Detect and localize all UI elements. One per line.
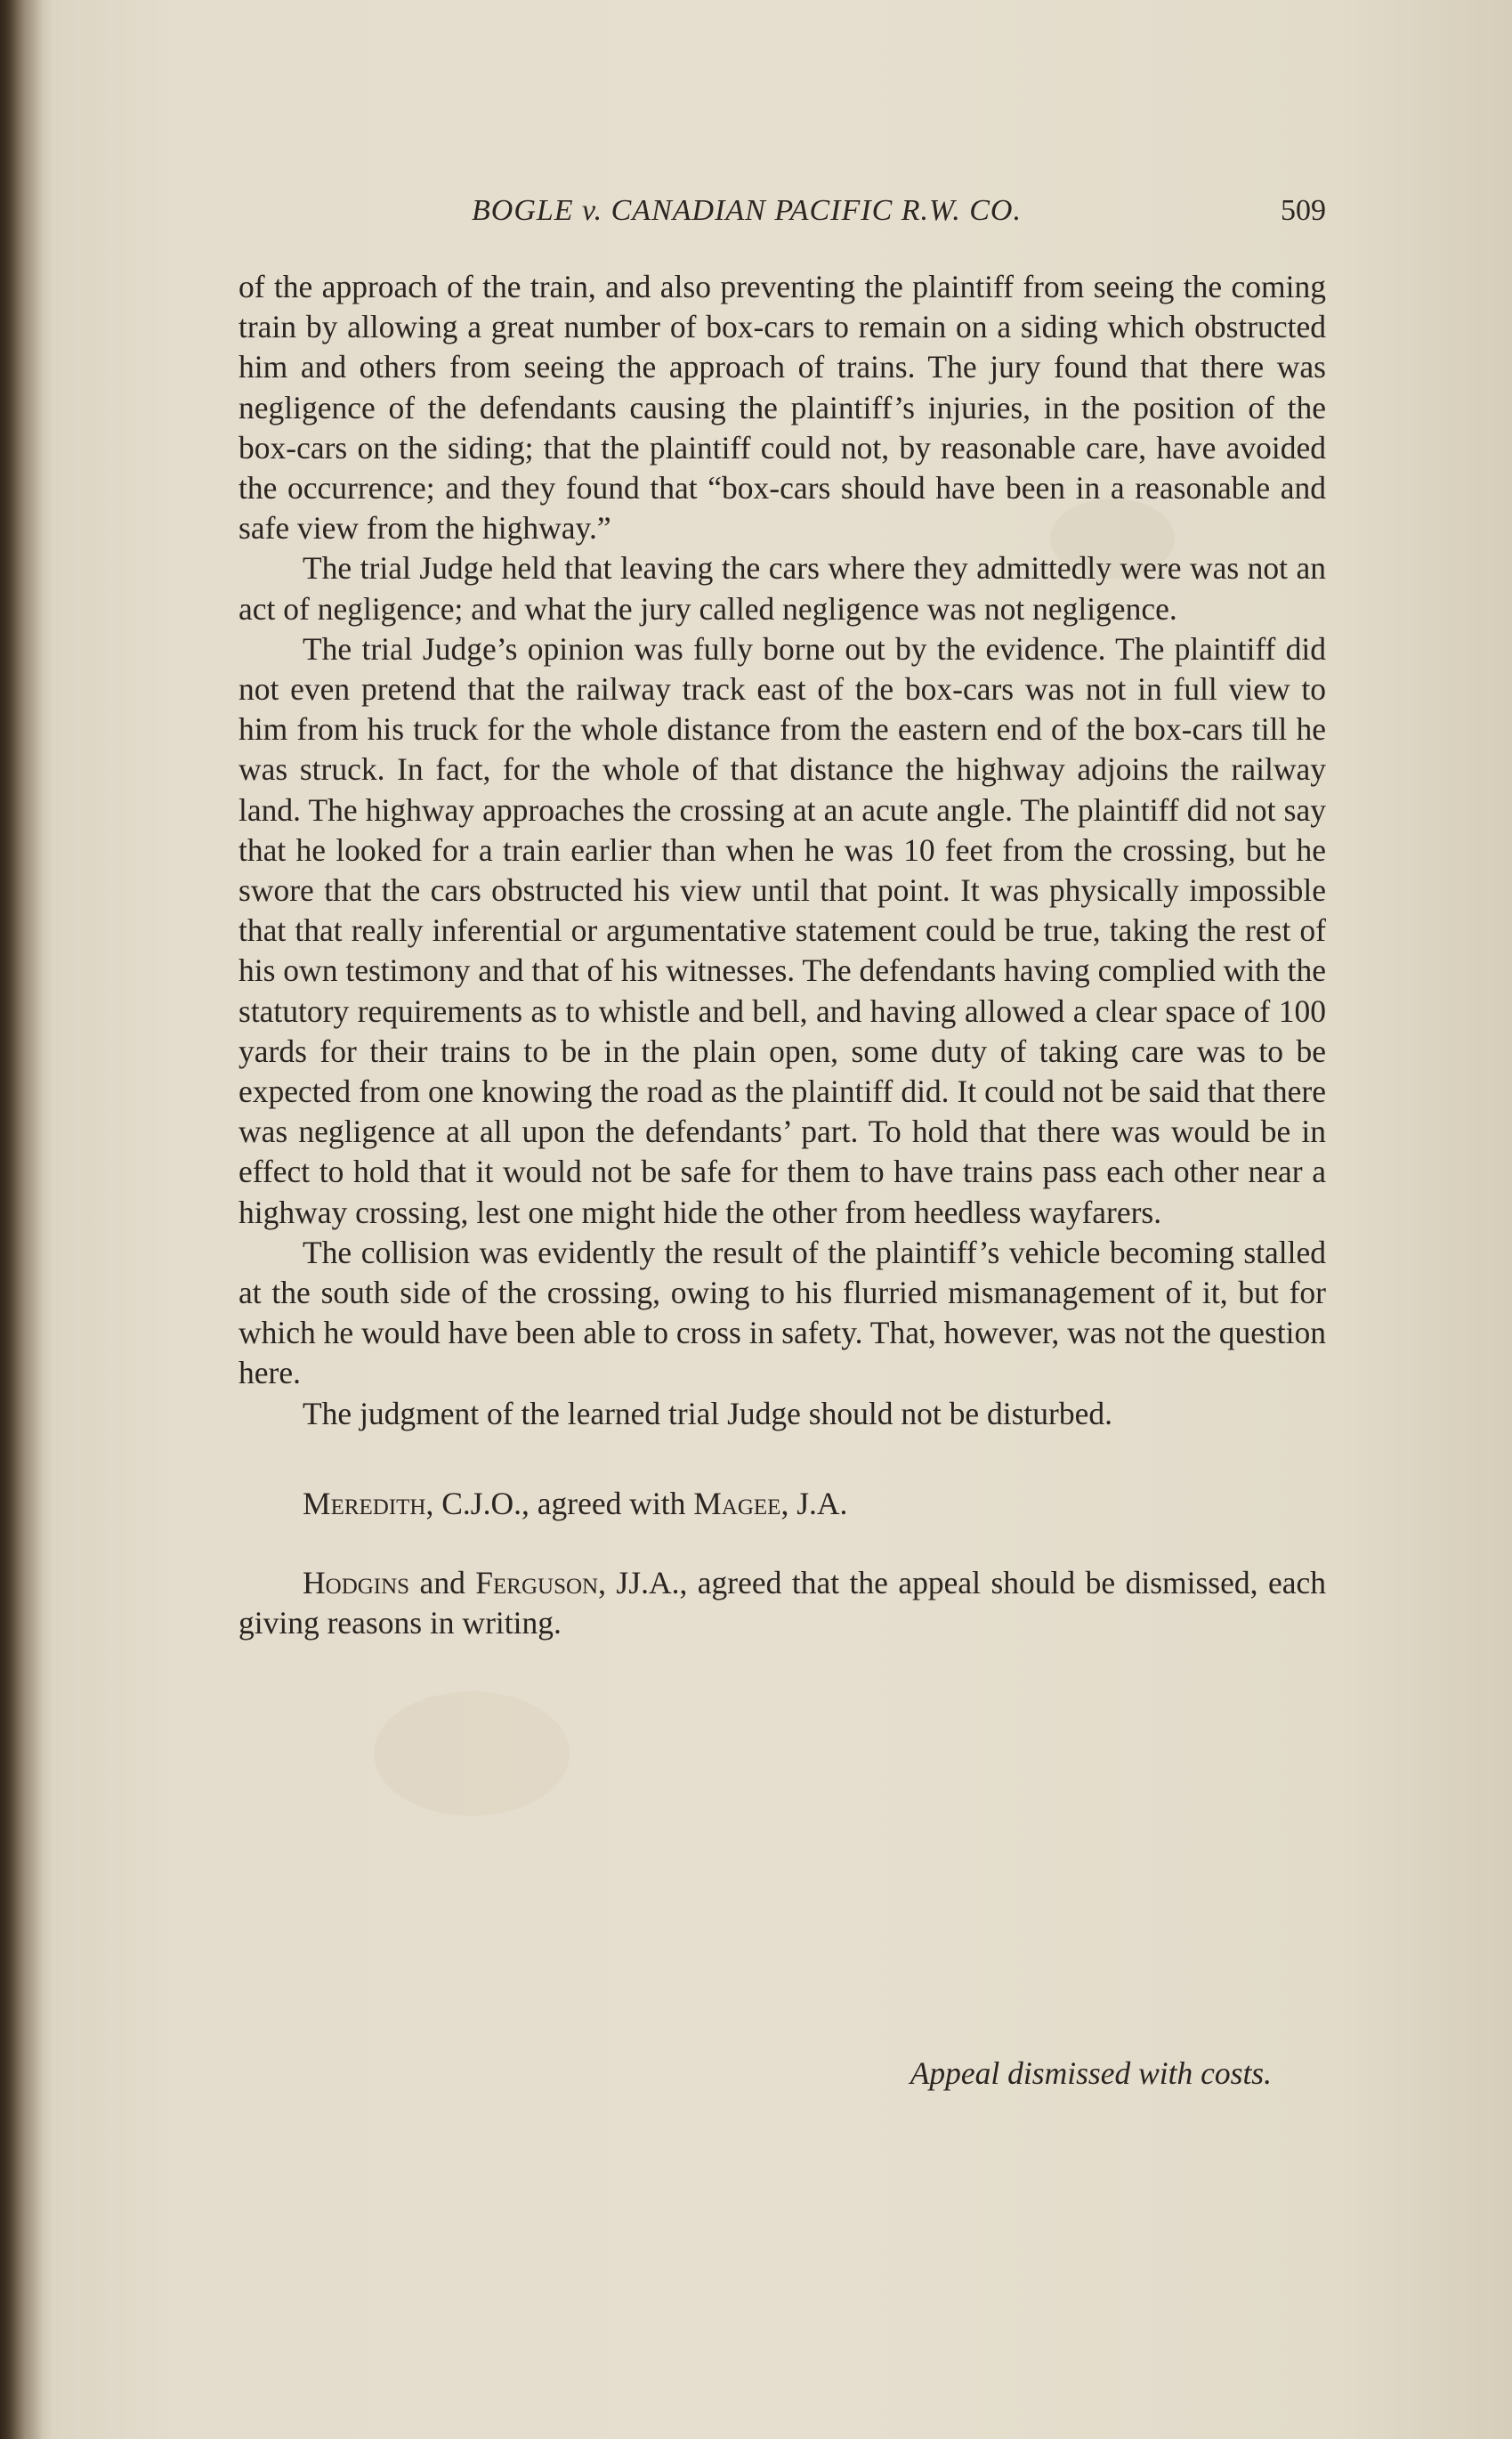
- concurrence-text: and: [409, 1565, 476, 1601]
- concurrence-text: , J.A.: [780, 1485, 848, 1521]
- judge-name: Meredith: [303, 1485, 426, 1521]
- running-title: BOGLE v. CANADIAN PACIFIC R.W. CO.: [472, 194, 1022, 227]
- paper-stain: [374, 1691, 570, 1816]
- spacer: [239, 1524, 1326, 1563]
- concurrence-text: , JJ.A., agreed that the appeal should be dismissed, each giving reasons in writing.: [239, 1565, 1326, 1641]
- concurrence-hodgins-ferguson: [239, 1563, 1326, 1643]
- running-head: [472, 194, 1326, 235]
- paragraph-continued: of the approach of the train, and also preventing the plaintiff from seeing the coming train by allowing a great number of box-cars to remain on a siding which obstructed him and others from seeing the approach of trains. The jury found that there was negligence of the defendants causing the plaintiff’s injuries, in the position of the box-cars on the siding; that the plaintiff could not, by reasonable care, have avoided the occurrence; and they found that “box-cars should have been in a reasonable and safe view from the highway.”: [239, 269, 1326, 547]
- paragraph: The judgment of the learned trial Judge should not be disturbed.: [303, 1395, 1112, 1431]
- page-number: 509: [1281, 194, 1326, 227]
- disposition: Appeal dismissed with costs.: [910, 2055, 1272, 2091]
- judge-name: Magee: [693, 1485, 781, 1521]
- binding-shadow: [0, 0, 43, 2439]
- body-text: [239, 267, 1326, 1644]
- judge-name: Ferguson: [475, 1565, 599, 1601]
- concurrence-text: , C.J.O., agreed with: [425, 1485, 694, 1521]
- judge-name: Hodgins: [303, 1565, 410, 1601]
- spacer: [239, 1434, 1326, 1484]
- paragraph: The trial Judge held that leaving the cars where they admittedly were was not an act of negligence; and what the jury called negligence was not negligence.: [239, 550, 1326, 627]
- concurrence-meredith: [239, 1484, 1326, 1524]
- paragraph: The trial Judge’s opinion was fully borne out by the evidence. The plaintiff did not even pretend that the railway track east of the box-cars was not in full view to him from his truck for the whole distance from the eastern end of the box-cars till he was struck. In fact, for the whole of that distance the highway adjoins the railway land. The highway approaches the crossing at an acute angle. The plaintiff did not say that he looked for a train earlier than when he was 10 feet from the crossing, but he swore that the cars obstructed his view until that point. It was physically impossible that that really inferential or argumentative statement could be true, taking the rest of his own testimony and that of his witnesses. The defendants having complied with the statutory requirements as to whistle and bell, and having allowed a clear space of 100 yards for their trains to be in the plain open, some duty of taking care was to be expected from one knowing the road as the plaintiff did. It could not be said that there was negligence at all upon the defendants’ part. To hold that there was would be in effect to hold that it would not be safe for them to have trains pass each other near a highway crossing, lest one might hide the other from heedless wayfarers.: [239, 630, 1326, 1230]
- paragraph: The collision was evidently the result of the plaintiff’s vehicle becoming stalled at the south side of the crossing, owing to his flurried mismanagement of it, but for which he would have been able to cross in safety. That, however, was not the question here.: [239, 1234, 1327, 1391]
